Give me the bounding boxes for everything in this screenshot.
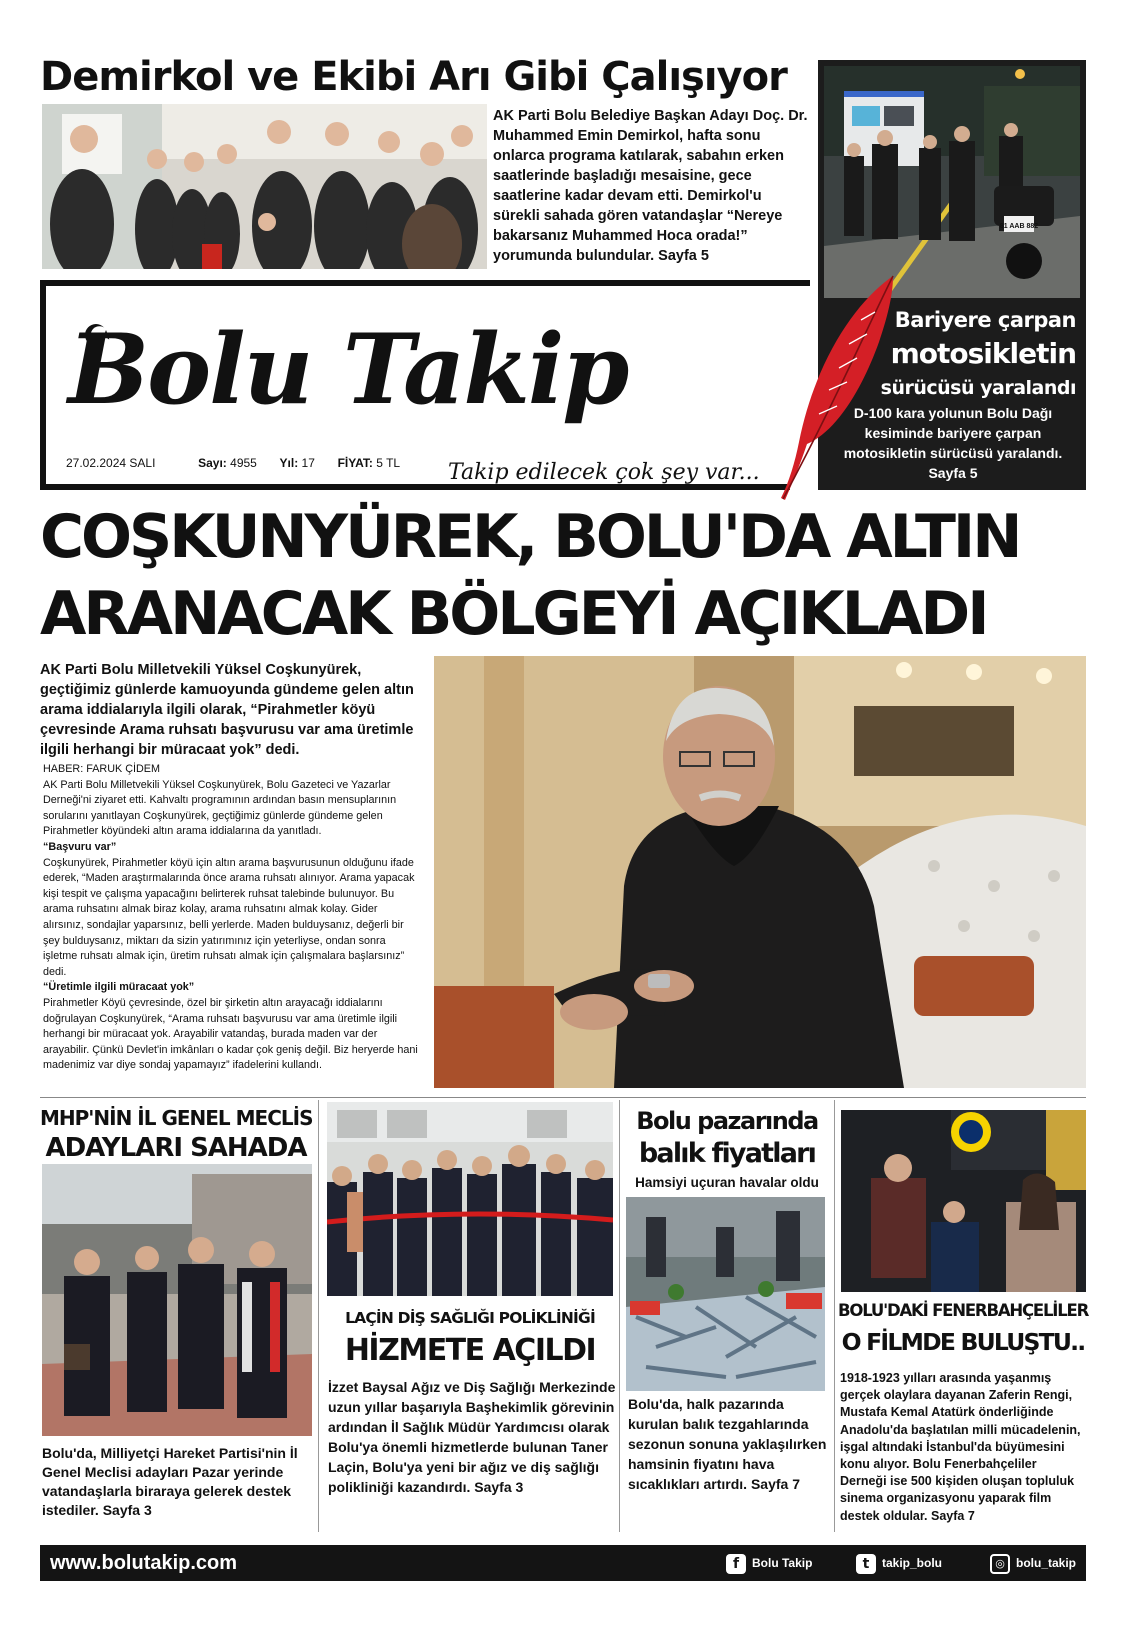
- column-divider: [40, 1097, 1086, 1098]
- balik-headline-2: balık fiyatları: [638, 1138, 816, 1169]
- balik-text: Bolu'da, halk pazarında kurulan balık tezgahlarında sezonun sonuna yaklaşılırken hamsinin fiyatını hava sıcaklıkları artırdı. Sayfa 7: [628, 1396, 827, 1492]
- price: 5 TL: [376, 456, 401, 470]
- main-story-p2: Coşkunyürek, Pirahmetler köyü için altın arama başvurusunun olduğunu ifade ederek, “Maden araştırmalarında önce arama ruhsatı alınıyor. Arama yapacak kişi tespit ve çalışma yapacağını belirterek ruhsat talebinde bulunuyor. Bu arama ruhsatını almak biraz kolay, arama ruhsatını almak kolay. Gider alırsınız, sondajlar yaparsınız, belli yerlerde. Maden bulduysanız, değerli bir şey bulduysanız, miktarı da sizin yatırımınız için yeterliyse, ondan sonra işletme ruhsatı almak için, üretim ruhsatı almak için çalışmalara başlarsınız” dedi.: [43, 856, 415, 978]
- motorcycle-accident-photo: [824, 66, 1080, 298]
- side-story-text: D-100 kara yolunun Bolu Dağı kesiminde bariyere çarpan motosikletin sürücüsü yaralandı. Sayfa 5: [843, 405, 1063, 481]
- year-label: Yıl:: [279, 456, 299, 470]
- mhp-headline-1: MHP'NİN İL GENEL MECLİS: [40, 1106, 313, 1130]
- logo: Bolu Takip: [68, 313, 628, 426]
- dis-ribbon-photo: [327, 1102, 613, 1296]
- balik-subhead: Hamsiyi uçuran havalar oldu: [635, 1175, 819, 1190]
- mhp-text: Bolu'da, Milliyetçi Hareket Partisi'nin İl Genel Meclisi adayları Pazar yerinde vatandaşlarla biraraya gelerek destek istediler. Sayfa 3: [42, 1445, 298, 1518]
- top-story-text: AK Parti Bolu Belediye Başkan Adayı Doç. Dr. Muhammed Emin Demirkol, hafta sonu onlarca programa katılarak, sabahın erken saatlerinde başladığı mesaisine, gece saatlerine kadar devam etti. Demirkol'u sürekli sahada gören vatandaşlar “Nereye bakarsanız Muhammed Hoca orada!” yorumunda bulundular. Sayfa 5: [493, 108, 808, 264]
- column-divider: [834, 1100, 835, 1532]
- main-story-p1: AK Parti Bolu Milletvekili Yüksel Coşkunyürek, Bolu Gazeteci ve Yazarlar Derneği'ni ziyaret etti. Kahvaltı programının ardından basın mensuplarının sorularını yanıtlayan Coşkunyürek, geçtiğimiz günlerde gündeme gelen Pirahmetler köyündeki altın arama iddialarına da yanıtladı.: [43, 778, 397, 838]
- facebook-label: Bolu Takip: [752, 1556, 813, 1570]
- dis-headline-2: HİZMETE AÇILDI: [344, 1333, 596, 1368]
- feather-quill-icon: [775, 272, 905, 502]
- dis-text: İzzet Baysal Ağız ve Diş Sağlığı Merkezinde uzun yıllar başarıyla Başhekimlik görevinin ardından İl Sağlık Müdür Yardımcısı olarak Bolu'ya önemli hizmetlerde bulunan Taner Laçin, Bolu'ya yeni bir ağız ve diş sağlığı polikliniği kazandırdı. Sayfa 3: [328, 1379, 616, 1495]
- column-divider: [318, 1100, 319, 1532]
- instagram-label: bolu_takip: [1016, 1556, 1077, 1570]
- main-headline-1: COŞKUNYÜREK, BOLU'DA ALTIN: [40, 502, 1020, 572]
- side-headline-2: motosikletin: [890, 337, 1076, 370]
- main-story-body: [43, 762, 420, 1074]
- license-plate: 81 AAB 882: [999, 223, 1039, 230]
- main-story-photo: [434, 656, 1086, 1088]
- side-headline-3: sürücüsü yaralandı: [880, 377, 1076, 399]
- fb-photo: [841, 1110, 1086, 1292]
- byline: HABER: FARUK ÇİDEM: [43, 763, 160, 775]
- masthead-rule-bottom: [40, 484, 444, 490]
- main-story-sub2: “Üretimle ilgili müracaat yok”: [43, 981, 195, 994]
- instagram-link[interactable]: [990, 1551, 1084, 1575]
- mhp-headline-2: ADAYLARI SAHADA: [45, 1133, 307, 1163]
- main-story-sub1: “Başvuru var”: [43, 840, 117, 853]
- twitter-label: takip_bolu: [882, 1556, 943, 1570]
- balik-headline-1: Bolu pazarında: [636, 1107, 818, 1135]
- main-story-lead: AK Parti Bolu Milletvekili Yüksel Coşkunyürek, geçtiğimiz günlerde kamuoyunda gündeme gelen altın arama iddialarıyla ilgili olarak, “Pirahmetler köyü çevresinde Arama ruhsatı başvurusu var ama üretimle ilgili herhangi bir müracaat yok” dedi.: [40, 662, 414, 758]
- fb-text: 1918-1923 yılları arasında yaşanmış gerçek olaylara dayanan Zaferin Rengi, Mustafa Kemal Atatürk önderliğinde Anadolu'da başlatılan milli mücadelenin, işgal altındaki İstanbul'da büyümesini konu alıyor. Bolu Fenerbahçeliler Derneği ise 500 kişiden oluşan topluluk sinema organizasyonu yaparak film destek oldular. Sayfa 7: [840, 1371, 1081, 1523]
- facebook-icon: f: [726, 1554, 746, 1574]
- dis-headline-1: LAÇİN DİŞ SAĞLIĞI POLİKLİNİĞİ: [345, 1309, 595, 1327]
- instagram-icon: ◎: [990, 1554, 1010, 1574]
- fb-headline-2: O FİLMDE BULUŞTU..: [841, 1328, 1085, 1356]
- main-headline-2: ARANACAK BÖLGEYİ AÇIKLADI: [40, 579, 987, 649]
- twitter-link[interactable]: [856, 1551, 976, 1575]
- balik-photo: [626, 1197, 825, 1391]
- masthead-rule: [40, 280, 810, 286]
- year-number: 17: [301, 456, 315, 470]
- facebook-link[interactable]: [726, 1551, 846, 1575]
- issue-label: Sayı:: [198, 456, 227, 470]
- issue-number: 4955: [230, 456, 257, 470]
- twitter-icon: t: [856, 1554, 876, 1574]
- price-label: FİYAT:: [337, 456, 373, 470]
- slogan: Takip edilecek çok şey var...: [448, 460, 760, 485]
- masthead-meta: [66, 456, 446, 470]
- column-divider: [619, 1100, 620, 1532]
- issue-date: 27.02.2024 SALI: [66, 456, 156, 470]
- side-headline-1: Bariyere çarpan: [894, 308, 1076, 332]
- top-story-photo: [42, 104, 487, 269]
- top-headline: Demirkol ve Ekibi Arı Gibi Çalışıyor: [40, 54, 787, 100]
- mhp-photo: [42, 1164, 312, 1436]
- main-story-p3: Pirahmetler Köyü çevresinde, özel bir şirketin altın arayacağı iddialarını doğrulayan Coşkunyürek, “Arama ruhsatı başvurusu var ama üretimle ilgili herhangi bir müracaat yok. Arayabilir vatandaş, burada maden var der arayabilir. Çünkü Devlet'in imkânları o kadar çok geniş değil. Biz heryerde hani madenimiz var diye sondaj yapamayız” ifadelerini kullandı.: [43, 996, 418, 1072]
- fb-headline-1: BOLU'DAKİ FENERBAHÇELİLER: [838, 1301, 1089, 1320]
- website-link[interactable]: www.bolutakip.com: [50, 1552, 238, 1574]
